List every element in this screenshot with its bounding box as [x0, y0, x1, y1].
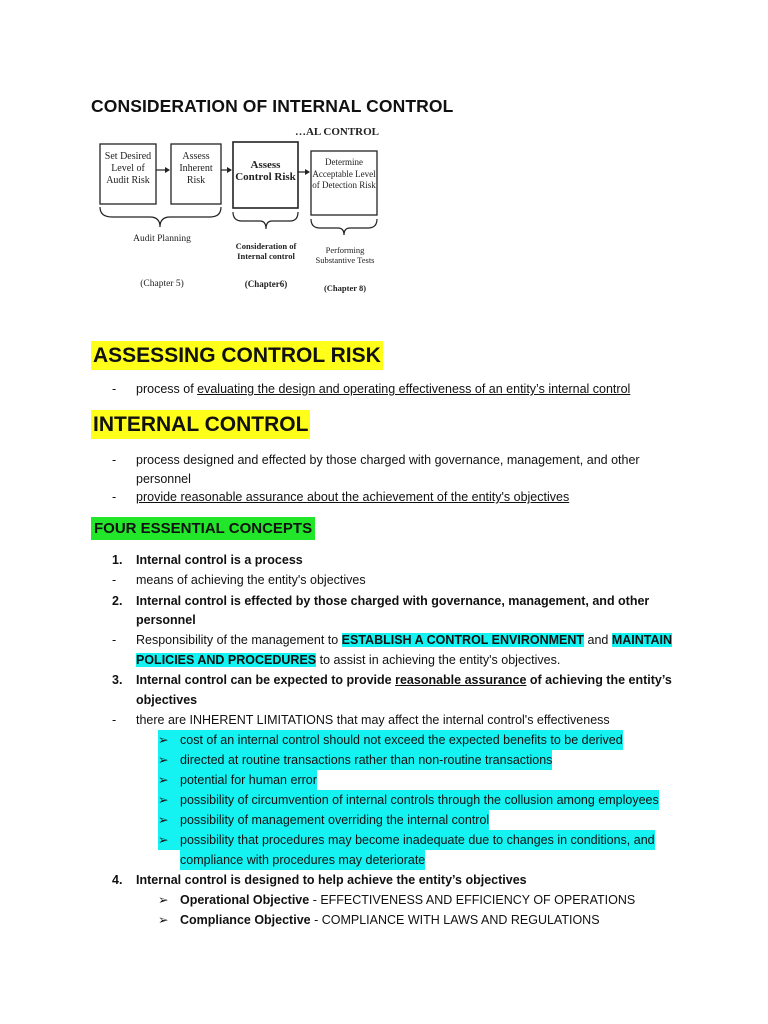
audit-process-diagram — [92, 127, 382, 302]
diagram-header-fragment: …AL CONTROL — [294, 126, 380, 138]
arrow-bullet-icon: ➢ — [158, 893, 169, 907]
diagram-chapter-8: (Chapter 8) — [323, 283, 367, 293]
bullet-dash: - — [112, 382, 117, 396]
bullet-dash: - — [112, 453, 117, 467]
diagram-chapter-6: (Chapter6) — [244, 279, 288, 289]
limitation-item: ➢ possibility of circumvention of internal controls through the collusion among employees — [158, 790, 659, 810]
concept-3-number: 3. — [112, 673, 123, 687]
concept-3-title-line2: objectives — [136, 693, 198, 707]
objective-item: ➢ Compliance Objective - COMPLIANCE WITH LAWS AND REGULATIONS — [158, 910, 600, 930]
arrow-bullet-icon: ➢ — [158, 733, 169, 747]
limitation-item: ➢ cost of an internal control should not exceed the expected benefits to be derived — [158, 730, 623, 750]
concept-4-title: Internal control is designed to help achieve the entity’s objectives — [136, 873, 527, 887]
arrow-bullet-icon: ➢ — [158, 753, 169, 767]
internal-control-purpose: provide reasonable assurance about the achievement of the entity's objectives — [136, 490, 570, 504]
concept-3-title-line1: Internal control can be expected to provide reasonable assurance of achieving the entity’s — [136, 673, 672, 687]
concept-3-detail: there are INHERENT LIMITATIONS that may affect the internal control's effectiveness — [136, 713, 610, 727]
heading-internal-control: INTERNAL CONTROL — [91, 410, 310, 439]
limitation-item-continued: compliance with procedures may deteriorate — [180, 850, 425, 870]
concept-2-title-line1: Internal control is effected by those charged with governance, management, and other — [136, 594, 650, 608]
arrow-bullet-icon: ➢ — [158, 773, 169, 787]
internal-control-def-line1: process designed and effected by those charged with governance, management, and other — [136, 453, 640, 467]
limitation-item: ➢ possibility of management overriding the internal control — [158, 810, 489, 830]
bullet-dash: - — [112, 490, 117, 504]
concept-4-number: 4. — [112, 873, 123, 887]
bullet-dash: - — [112, 573, 117, 587]
heading-assessing-control-risk: ASSESSING CONTROL RISK — [91, 341, 383, 370]
internal-control-def-line2: personnel — [136, 472, 191, 486]
limitation-item: ➢ potential for human error — [158, 770, 317, 790]
page-title: CONSIDERATION OF INTERNAL CONTROL — [91, 96, 454, 116]
diagram-label-substantive-tests: Performing Substantive Tests — [315, 245, 375, 265]
diagram-label-audit-planning: Audit Planning — [133, 234, 191, 244]
arrow-bullet-icon: ➢ — [158, 793, 169, 807]
limitation-item: ➢ directed at routine transactions rather than non-routine transactions — [158, 750, 552, 770]
diagram-chapter-5: (Chapter 5) — [140, 279, 184, 289]
arrow-bullet-icon: ➢ — [158, 913, 169, 927]
concept-2-title-line2: personnel — [136, 613, 196, 627]
concept-2-detail-line2: POLICIES AND PROCEDURES to assist in achieving the entity's objectives. — [136, 653, 561, 667]
bullet-dash: - — [112, 713, 117, 727]
limitation-item: ➢ possibility that procedures may become inadequate due to changes in conditions, and — [158, 830, 655, 850]
objective-item: ➢ Operational Objective - EFFECTIVENESS AND EFFICIENCY OF OPERATIONS — [158, 890, 635, 910]
concept-2-detail-line1: Responsibility of the management to ESTABLISH A CONTROL ENVIRONMENT and MAINTAIN — [136, 633, 673, 647]
assessing-definition: process of evaluating the design and operating effectiveness of an entity’s internal control — [136, 382, 631, 396]
diagram-label-consideration: Consideration of Internal control — [235, 241, 297, 261]
concept-1-detail: means of achieving the entity's objectives — [136, 573, 366, 587]
diagram-box-control-risk: Assess Control Risk — [235, 159, 296, 183]
diagram-box-set-audit-risk: Set Desired Level of Audit Risk — [104, 151, 152, 186]
bullet-dash: - — [112, 633, 117, 647]
concept-2-number: 2. — [112, 594, 123, 608]
diagram-box-inherent-risk: Assess Inherent Risk — [179, 151, 213, 186]
diagram-box-detection-risk: Determine Acceptable Level of Detection Risk — [312, 157, 376, 190]
concept-1-number: 1. — [112, 553, 123, 567]
heading-four-concepts: FOUR ESSENTIAL CONCEPTS — [91, 517, 315, 540]
arrow-bullet-icon: ➢ — [158, 833, 169, 847]
concept-1-title: Internal control is a process — [136, 553, 303, 567]
arrow-bullet-icon: ➢ — [158, 813, 169, 827]
